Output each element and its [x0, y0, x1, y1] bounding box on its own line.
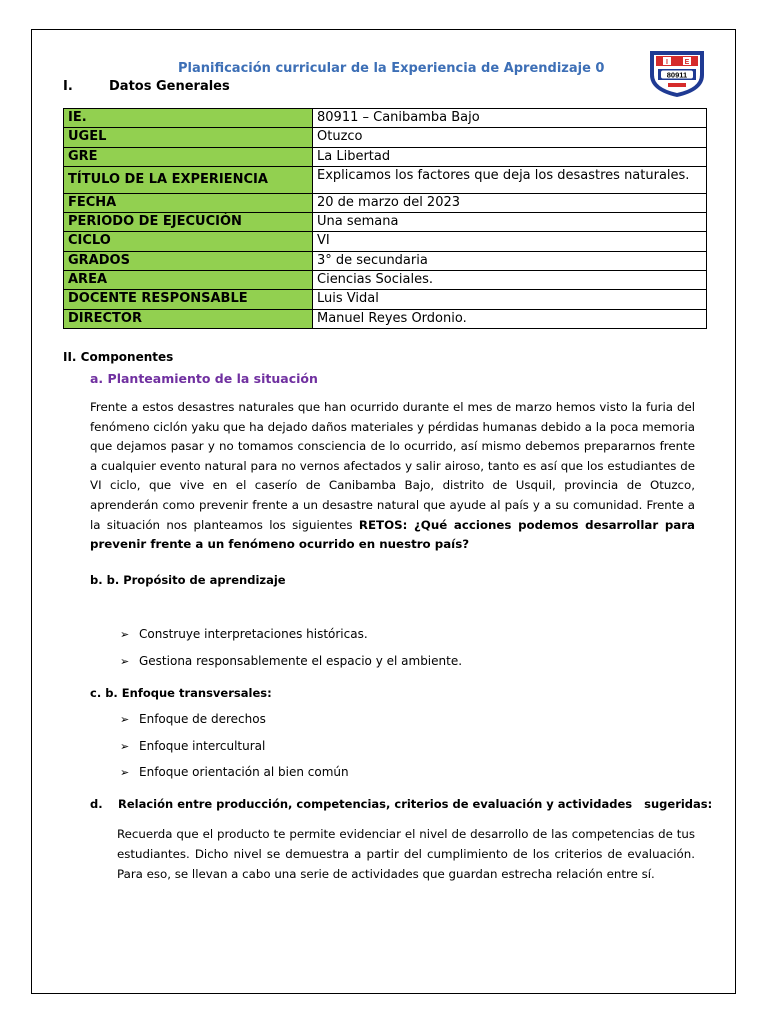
row-value: La Libertad: [313, 147, 707, 166]
table-row: [64, 290, 707, 309]
approach-list: [120, 711, 349, 791]
row-value: Una semana: [313, 213, 707, 232]
list-item-text: Enfoque intercultural: [139, 738, 266, 753]
row-label: TÍTULO DE LA EXPERIENCIA: [64, 166, 313, 193]
table-row: [64, 147, 707, 166]
arrow-bullet-icon: ➢: [120, 739, 130, 753]
row-value: Otuzco: [313, 128, 707, 147]
subsection-d-number: d.: [90, 797, 103, 811]
row-label: DIRECTOR: [64, 309, 313, 328]
table-row: [64, 193, 707, 212]
arrow-bullet-icon: ➢: [120, 766, 130, 779]
row-value: Manuel Reyes Ordonio.: [313, 309, 707, 328]
logo-letter-i: I: [666, 59, 668, 66]
list-item: [120, 626, 462, 653]
row-value: 20 de marzo del 2023: [313, 193, 707, 212]
situation-text: Frente a estos desastres naturales que han ocurrido durante el mes de marzo hemos visto la furia del fenómeno ciclón yaku que ha dejado daños materiales y pérdidas humanas debido a la poca memoria que dejamos pasar y no tomamos consciencia de lo ocurrido, así mismo debemos prepararnos frente a cualquier evento natural para no vernos afectados y salir airoso, tanto es así que los estudiantes de VI ciclo, que vive en el caserío de Canibamba Bajo, distrito de Usquil, provincia de Otuzco, aprenderán como prevenir frente a un desastre natural que ayude al país y a su comunidad. Frente a la situación nos planteamos los siguientes: [90, 400, 695, 532]
logo-number: 80911: [666, 70, 688, 80]
list-item: [120, 711, 349, 738]
table-row: [64, 232, 707, 251]
row-label: UGEL: [64, 128, 313, 147]
row-label: IE.: [64, 109, 313, 128]
arrow-bullet-icon: ➢: [120, 628, 130, 641]
list-item-text: Enfoque de derechos: [139, 712, 266, 726]
section-2-heading: II. Componentes: [63, 350, 174, 364]
row-value: Luis Vidal: [313, 290, 707, 309]
row-value: Explicamos los factores que deja los desastres naturales.: [313, 166, 707, 193]
retos-label: RETOS: [358, 517, 403, 532]
list-item-text: Construye interpretaciones históricas.: [139, 627, 368, 641]
table-row: [64, 251, 707, 270]
table-row: [64, 309, 707, 328]
row-value: Ciencias Sociales.: [313, 271, 707, 290]
row-value: 3° de secundaria: [313, 251, 707, 270]
school-crest-logo: [646, 45, 708, 99]
document-title: Planificación curricular de la Experiencia de Aprendizaje 0: [178, 61, 605, 76]
section-1-number: I.: [63, 79, 73, 94]
table-row: [64, 109, 707, 128]
row-label: PERIODO DE EJECUCIÓN: [64, 213, 313, 232]
logo-letter-e: E: [684, 59, 690, 66]
relation-paragraph: Recuerda que el producto te permite evidenciar el nivel de desarrollo de las competencias de tus estudiantes. Dicho nivel se demuestra a partir del cumplimiento de los criterios de evaluación. Para eso, se llevan a cabo una serie de actividades que guardan estrecha relación entre sí.: [117, 827, 695, 881]
row-value: 80911 – Canibamba Bajo: [313, 109, 707, 128]
general-data-table: [63, 108, 707, 329]
table-row: [64, 271, 707, 290]
subsection-c-heading: c. b. Enfoque transversales:: [90, 686, 272, 700]
section-1-heading: [63, 79, 230, 94]
row-label: DOCENTE RESPONSABLE: [64, 290, 313, 309]
list-item: [120, 653, 462, 680]
table-row: [64, 213, 707, 232]
section-1-title: Datos Generales: [109, 79, 230, 94]
subsection-a-heading: a. Planteamiento de la situación: [90, 371, 318, 386]
row-label: CICLO: [64, 232, 313, 251]
table-row: [64, 166, 707, 193]
row-label: GRADOS: [64, 251, 313, 270]
table-row: [64, 128, 707, 147]
list-item-text: Gestiona responsablemente el espacio y el ambiente.: [139, 653, 463, 668]
row-label: AREA: [64, 271, 313, 290]
subsection-d-title: Relación entre producción, competencias, criterios de evaluación y actividades sugeridas:: [118, 797, 713, 811]
list-item: [120, 738, 349, 765]
retos-question: : ¿Qué acciones podemos desarrollar para prevenir frente a un fenómeno ocurrido en nuestro país?: [90, 517, 696, 552]
list-item-text: Enfoque orientación al bien común: [139, 765, 349, 779]
row-value: VI: [313, 232, 707, 251]
subsection-d-heading: [90, 797, 712, 811]
arrow-bullet-icon: ➢: [120, 713, 130, 726]
arrow-bullet-icon: ➢: [120, 654, 130, 668]
list-item: [120, 764, 349, 791]
row-label: FECHA: [64, 193, 313, 212]
situation-paragraph: [90, 398, 695, 555]
purpose-list: [120, 626, 462, 679]
subsection-b-heading: b. b. Propósito de aprendizaje: [90, 573, 286, 587]
row-label: GRE: [64, 147, 313, 166]
